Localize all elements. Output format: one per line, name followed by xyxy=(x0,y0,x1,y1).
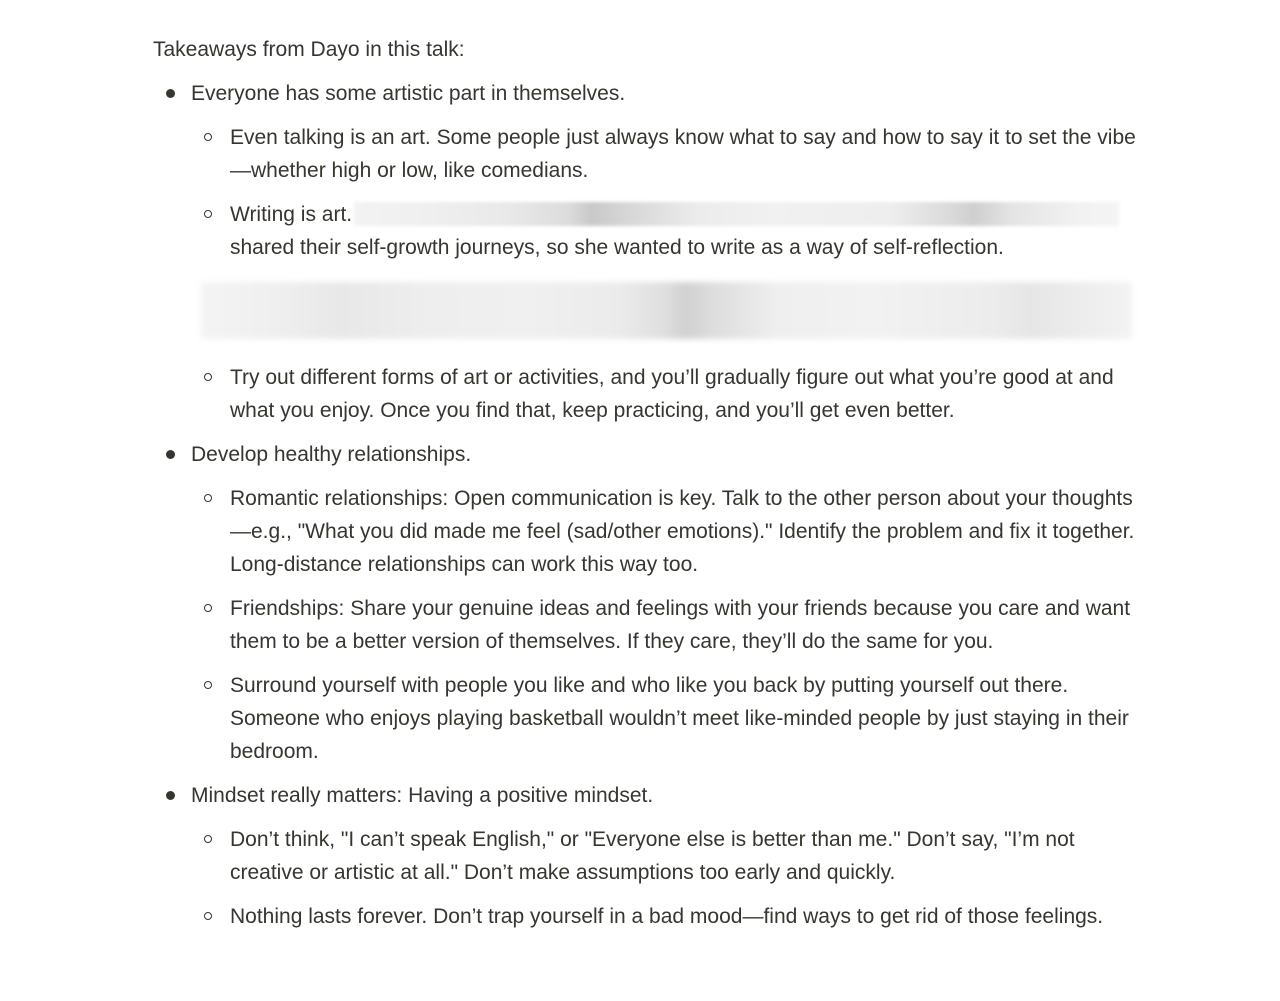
redacted-text xyxy=(354,202,1119,226)
list-item xyxy=(191,669,1143,768)
bullet-icon xyxy=(166,791,175,800)
item-text: Romantic relationships: Open communication is key. Talk to the other person about your thoughts—e.g., "What you did made me feel (sad/other emotions)." Identify the problem and fix it together. Long-distance relationships can work this way too. xyxy=(230,487,1135,576)
bullet-icon xyxy=(166,89,175,98)
section-title: Mindset really matters: Having a positive mindset. xyxy=(191,784,654,807)
item-text: Nothing lasts forever. Don’t trap yourself in a bad mood—find ways to get rid of those feelings. xyxy=(230,905,1104,928)
list-item xyxy=(191,482,1143,581)
hollow-bullet-icon xyxy=(204,681,212,689)
list-item xyxy=(191,823,1143,889)
list-item xyxy=(153,77,1143,427)
list-item xyxy=(191,121,1143,187)
hollow-bullet-icon xyxy=(204,373,212,381)
list-item xyxy=(191,592,1143,658)
item-text: Even talking is an art. Some people just always know what to say and how to say it to set the vibe—whether high or low, like comedians. xyxy=(230,126,1136,182)
hollow-bullet-icon xyxy=(204,210,212,218)
bullet-icon xyxy=(166,450,175,459)
item-text-continuation: shared their self-growth journeys, so she wanted to write as a way of self-reflection. xyxy=(230,236,1004,259)
hollow-bullet-icon xyxy=(204,835,212,843)
list-item xyxy=(153,438,1143,768)
list-item xyxy=(153,779,1143,933)
hollow-bullet-icon xyxy=(204,133,212,141)
sublist xyxy=(191,482,1143,768)
document-body xyxy=(153,33,1143,944)
item-text: Writing is art. xyxy=(230,203,353,226)
list-item xyxy=(191,900,1143,933)
sublist xyxy=(191,121,1143,427)
redacted-block xyxy=(201,282,1132,339)
item-text: Don’t think, "I can’t speak English," or "Everyone else is better than me." Don’t say, "I’m not creative or artistic at all." Don’t make assumptions too early and quickly. xyxy=(230,828,1075,884)
item-text: Friendships: Share your genuine ideas and feelings with your friends because you care and want them to be a better version of themselves. If they care, they’ll do the same for you. xyxy=(230,597,1131,653)
takeaways-list xyxy=(153,77,1143,933)
intro-text: Takeaways from Dayo in this talk: xyxy=(153,38,465,61)
item-text: Surround yourself with people you like and who like you back by putting yourself out there. Someone who enjoys playing basketball wouldn’t meet like-minded people by just staying in their bedroom. xyxy=(230,674,1129,763)
section-title: Everyone has some artistic part in themselves. xyxy=(191,82,626,105)
section-title: Develop healthy relationships. xyxy=(191,443,472,466)
hollow-bullet-icon xyxy=(204,912,212,920)
list-item xyxy=(191,198,1143,339)
item-text: Try out different forms of art or activities, and you’ll gradually figure out what you’re good at and what you enjoy. Once you find that, keep practicing, and you’ll get even better. xyxy=(230,366,1114,422)
hollow-bullet-icon xyxy=(204,604,212,612)
sublist xyxy=(191,823,1143,933)
hollow-bullet-icon xyxy=(204,494,212,502)
list-item xyxy=(191,361,1143,427)
